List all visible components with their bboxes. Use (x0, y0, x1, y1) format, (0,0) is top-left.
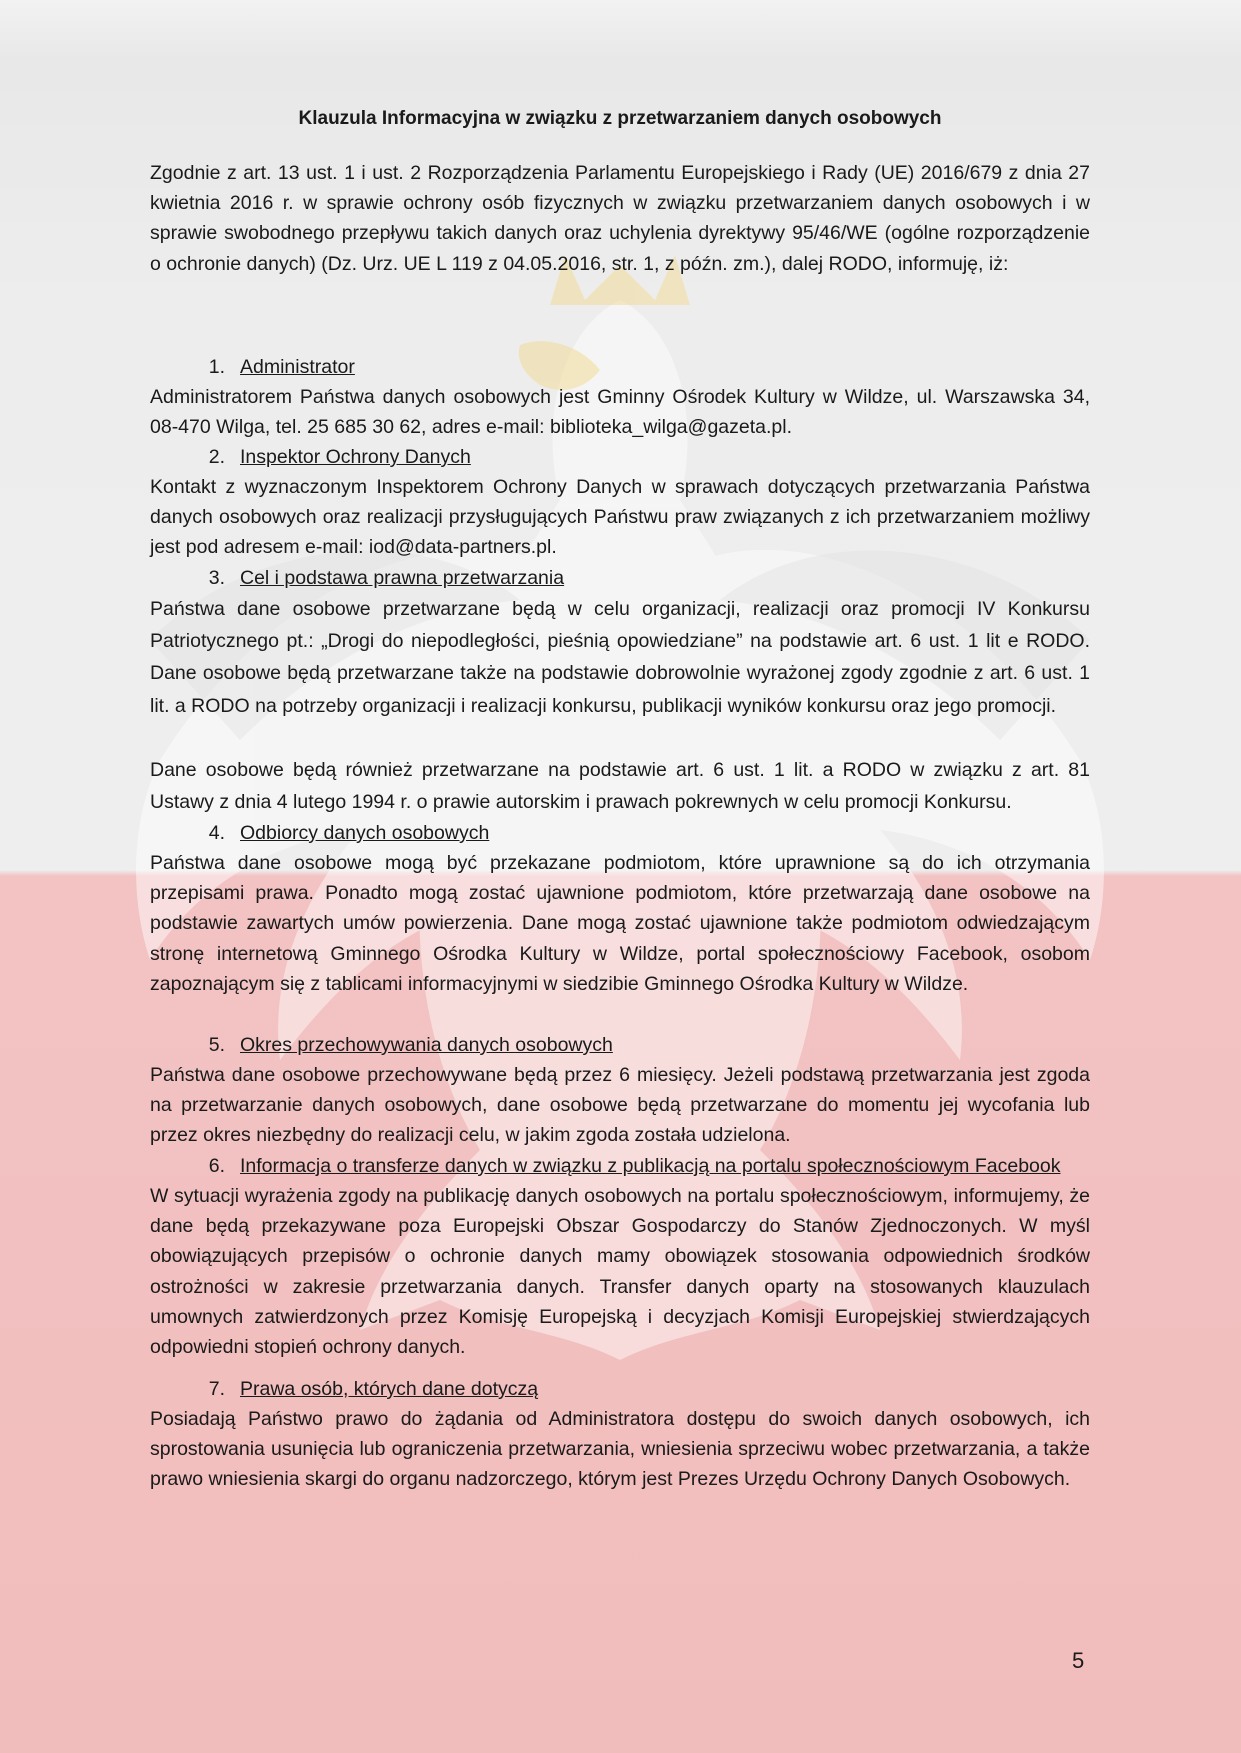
section-paragraph: Kontakt z wyznaczonym Inspektorem Ochrony Danych w sprawach dotyczących przetwarzania Państwa danych osobowych oraz realizacji przysługujących Państwu praw związanych z ich przetwarzaniem możliwy jest pod adresem e-mail: iod@data-partners.pl. (150, 476, 1090, 559)
section-number: 6. (208, 1155, 225, 1177)
section-paragraph: Państwa dane osobowe mogą być przekazane podmiotom, które uprawnione są do ich otrzymania przepisami prawa. Ponadto mogą zostać ujawnione podmiotom, które przetwarzają dane osobowe na podstawie zawartych umów powierzenia. Dane mogą zostać ujawnione także podmiotom odwiedzającym stronę internetową Gminnego Ośrodka Kultury w Wildze, portal społecznościowy Facebook, osobom zapoznającym się z tablicami informacyjnymi w siedzibie Gminnego Ośrodka Kultury w Wildze. (150, 852, 1090, 995)
section-paragraph: Posiadają Państwo prawo do żądania od Administratora dostępu do swoich danych osobowych, ich sprostowania usunięcia lub ograniczenia przetwarzania, wniesienia sprzeciwu wobec przetwarzania, a także prawo wniesienia skargi do organu nadzorczego, którym jest Prezes Urzędu Ochrony Danych Osobowych. (150, 1408, 1090, 1491)
section-number: 2. (208, 446, 225, 468)
section-number: 1. (208, 356, 225, 378)
section-paragraph: Państwa dane osobowe przetwarzane będą w celu organizacji, realizacji oraz promocji IV Konkursu Patriotycznego pt.: „Drogi do niepodległości, pieśnią opowiedziane” na podstawie art. 6 ust. 1 lit e RODO. Dane osobowe będą przetwarzane także na podstawie dobrowolnie wyrażonej zgody zgodnie z art. 6 ust. 1 lit. a RODO na potrzeby organizacji i realizacji konkursu, publikacji wyników konkursu oraz jego promocji. (150, 598, 1090, 717)
section-paragraph: Dane osobowe będą również przetwarzane na podstawie art. 6 ust. 1 lit. a RODO w związku z art. 81 Ustawy z dnia 4 lutego 1994 r. o prawie autorskim i prawach pokrewnych w celu promocji Konkursu. (150, 759, 1090, 814)
section-heading (150, 1374, 1090, 1404)
section-paragraph: W sytuacji wyrażenia zgody na publikację danych osobowych na portalu społecznościowym, informujemy, że dane będą przekazywane poza Europejski Obszar Gospodarczy do Stanów Zjednoczonych. W myśl obowiązujących przepisów o ochronie danych mamy obowiązek stosowania odpowiednich środków ostrożności w zakresie przetwarzania danych. Transfer danych oparty na stosowanych klauzulach umownych zatwierdzonych przez Komisję Europejską i decyzjach Komisji Europejskiej stwierdzających odpowiedni stopień ochrony danych. (150, 1185, 1090, 1359)
section-heading (150, 1151, 1090, 1181)
section-heading (150, 818, 1090, 848)
section-label: Odbiorcy danych osobowych (240, 822, 490, 844)
section-heading (150, 563, 1090, 593)
section-number: 7. (208, 1378, 225, 1400)
section-label: Informacja o transferze danych w związku z publikacją na portalu społecznościowym Facebook (240, 1155, 1061, 1177)
section-label: Cel i podstawa prawna przetwarzania (240, 567, 565, 589)
section-number: 4. (208, 822, 225, 844)
section-paragraph: Państwa dane osobowe przechowywane będą przez 6 miesięcy. Jeżeli podstawą przetwarzania jest zgoda na przetwarzanie danych osobowych, dane osobowe będą przetwarzane do momentu jej wycofania lub przez okres niezbędny do realizacji celu, w jakim zgoda została udzielona. (150, 1064, 1090, 1147)
section-paragraph: Administratorem Państwa danych osobowych jest Gminny Ośrodek Kultury w Wildze, ul. Warszawska 34, 08-470 Wilga, tel. 25 685 30 62, adres e-mail: biblioteka_wilga@gazeta.pl. (150, 386, 1090, 439)
section-label: Inspektor Ochrony Danych (240, 446, 471, 468)
section-label: Prawa osób, których dane dotyczą (240, 1378, 539, 1400)
section-label: Administrator (240, 356, 355, 378)
section-heading (150, 1030, 1090, 1060)
section-heading (150, 442, 1090, 472)
section-number: 5. (208, 1034, 225, 1056)
intro-paragraph: Zgodnie z art. 13 ust. 1 i ust. 2 Rozporządzenia Parlamentu Europejskiego i Rady (UE) 2016/679 z dnia 27 kwietnia 2016 r. w sprawie ochrony osób fizycznych w związku przetwarzaniem danych osobowych i w sprawie swobodnego przepływu takich danych oraz uchylenia dyrektywy 95/46/WE (ogólne rozporządzenie o ochronie danych) (Dz. Urz. UE L 119 z 04.05.2016, str. 1, z późn. zm.), dalej RODO, informuję, iż: (150, 162, 1090, 275)
page-number: 5 (1072, 1648, 1085, 1673)
section-heading (150, 352, 1090, 382)
document-title: Klauzula Informacyjna w związku z przetwarzaniem danych osobowych (298, 108, 942, 129)
section-number: 3. (208, 567, 225, 589)
section-label: Okres przechowywania danych osobowych (240, 1034, 613, 1056)
